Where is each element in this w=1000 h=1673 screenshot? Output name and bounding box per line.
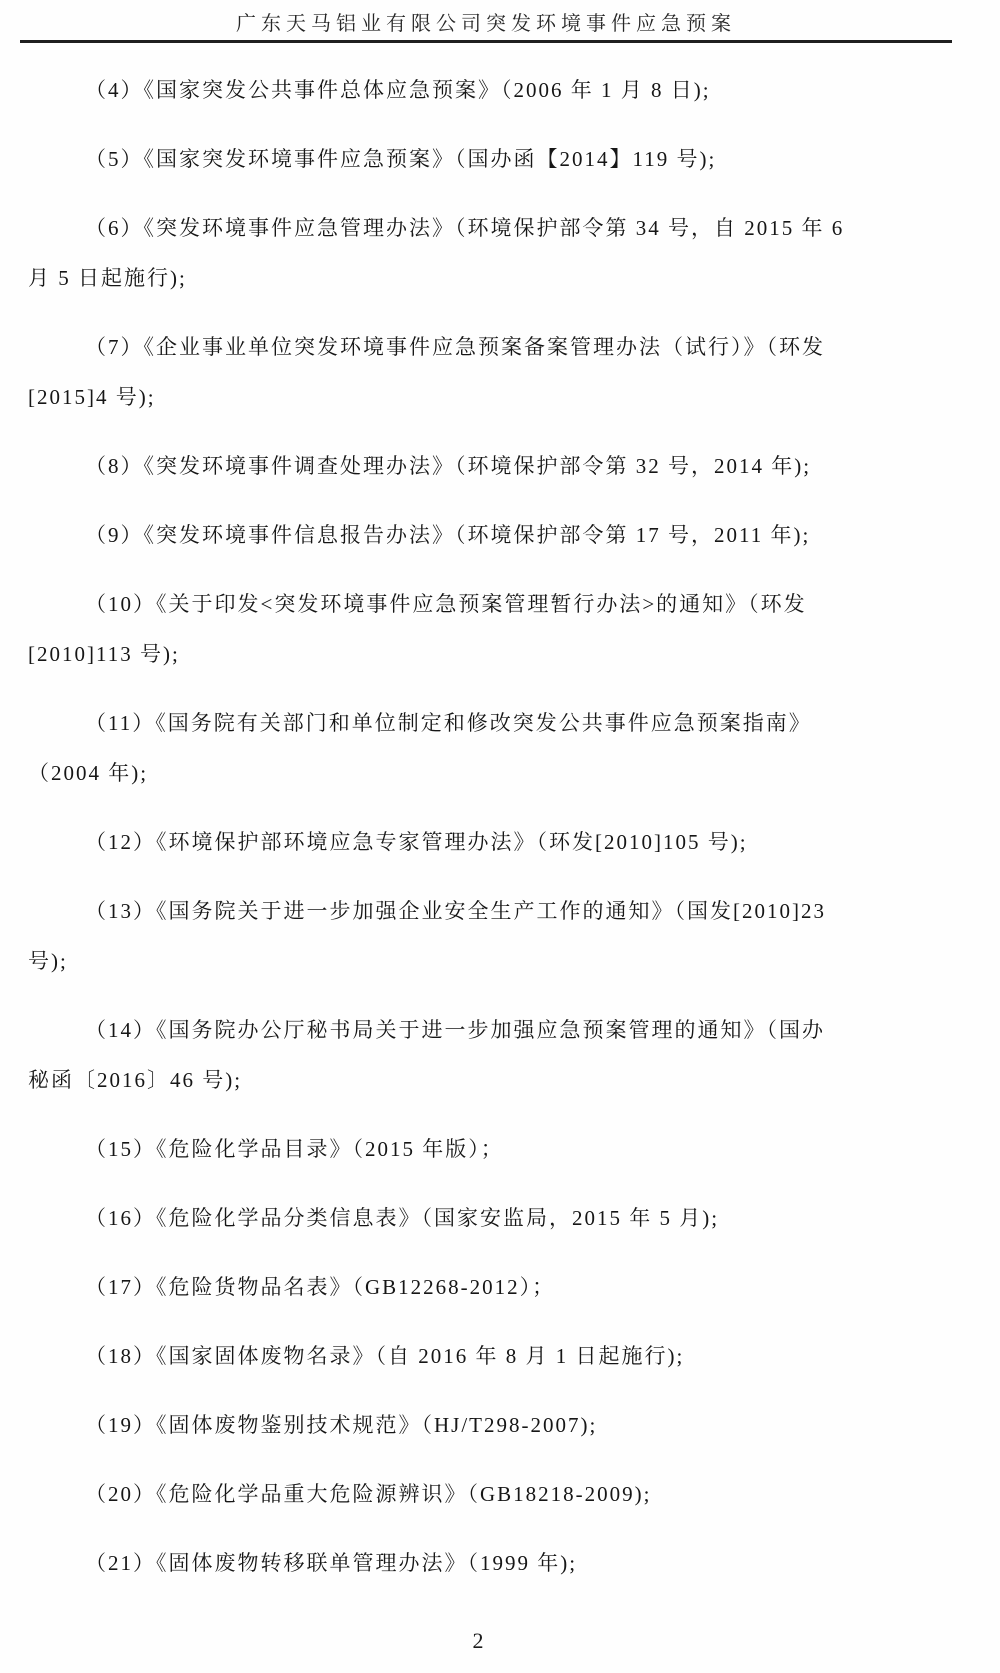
reference-item <box>28 817 950 867</box>
reference-item <box>28 1538 950 1588</box>
page-number: 2 <box>472 1628 484 1653</box>
reference-item <box>28 1469 950 1519</box>
reference-item <box>28 1005 950 1105</box>
reference-item <box>28 65 950 115</box>
reference-item <box>28 1193 950 1243</box>
reference-item <box>28 510 950 560</box>
reference-list <box>28 40 950 1607</box>
page-footer <box>0 1628 956 1654</box>
reference-item <box>28 1262 950 1312</box>
header-title: 广东天马铝业有限公司突发环境事件应急预案 <box>236 13 736 35</box>
reference-item-line-continuation: 月 5 日起施行); <box>28 266 187 290</box>
reference-item-line-first: （14）《国务院办公厅秘书局关于进一步加强应急预案管理的通知》（国办 <box>85 1018 825 1042</box>
reference-item <box>28 579 950 679</box>
reference-item <box>28 1124 950 1174</box>
reference-item-line-first: （21）《固体废物转移联单管理办法》（1999 年); <box>85 1551 578 1575</box>
reference-item-line-continuation: [2010]113 号); <box>28 642 180 666</box>
reference-item <box>28 1400 950 1450</box>
reference-item-line-continuation: （2004 年); <box>28 761 149 785</box>
reference-item <box>28 203 950 303</box>
reference-item-line-first: （13）《国务院关于进一步加强企业安全生产工作的通知》（国发[2010]23 <box>85 899 826 923</box>
reference-item-line-first: （6）《突发环境事件应急管理办法》（环境保护部令第 34 号，自 2015 年 6 <box>85 216 845 240</box>
reference-item-line-first: （17）《危险货物品名表》（GB12268-2012）； <box>85 1275 556 1299</box>
reference-item-line-first: （20）《危险化学品重大危险源辨识》（GB18218-2009); <box>85 1482 652 1506</box>
reference-item-line-first: （18）《国家固体废物名录》（自 2016 年 8 月 1 日起施行); <box>85 1344 685 1368</box>
reference-item-line-first: （5）《国家突发环境事件应急预案》（国办函【2014】119 号); <box>85 147 717 171</box>
reference-item-line-first: （8）《突发环境事件调查处理办法》（环境保护部令第 32 号，2014 年); <box>85 454 812 478</box>
reference-item <box>28 886 950 986</box>
reference-item-line-continuation: 秘函〔2016〕46 号); <box>28 1068 243 1092</box>
reference-item <box>28 134 950 184</box>
page-header <box>20 0 952 43</box>
reference-item <box>28 1331 950 1381</box>
reference-item-line-first: （7）《企业事业单位突发环境事件应急预案备案管理办法（试行）》（环发 <box>85 335 825 359</box>
reference-item-line-first: （12）《环境保护部环境应急专家管理办法》（环发[2010]105 号); <box>85 830 748 854</box>
reference-item-line-first: （4）《国家突发公共事件总体应急预案》（2006 年 1 月 8 日); <box>85 78 711 102</box>
reference-item-line-continuation: [2015]4 号); <box>28 385 156 409</box>
reference-item-line-first: （10）《关于印发<突发环境事件应急预案管理暂行办法>的通知》（环发 <box>85 592 807 616</box>
reference-item-line-first: （19）《固体废物鉴别技术规范》（HJ/T298-2007); <box>85 1413 598 1437</box>
reference-item-line-first: （15）《危险化学品目录》（2015 年版）； <box>85 1137 504 1161</box>
reference-item-line-first: （11）《国务院有关部门和单位制定和修改突发公共事件应急预案指南》 <box>85 711 812 735</box>
reference-item <box>28 441 950 491</box>
reference-item <box>28 322 950 422</box>
reference-item-line-first: （16）《危险化学品分类信息表》（国家安监局，2015 年 5 月); <box>85 1206 720 1230</box>
reference-item <box>28 698 950 798</box>
reference-item-line-continuation: 号); <box>28 949 68 973</box>
reference-item-line-first: （9）《突发环境事件信息报告办法》（环境保护部令第 17 号，2011 年); <box>85 523 811 547</box>
